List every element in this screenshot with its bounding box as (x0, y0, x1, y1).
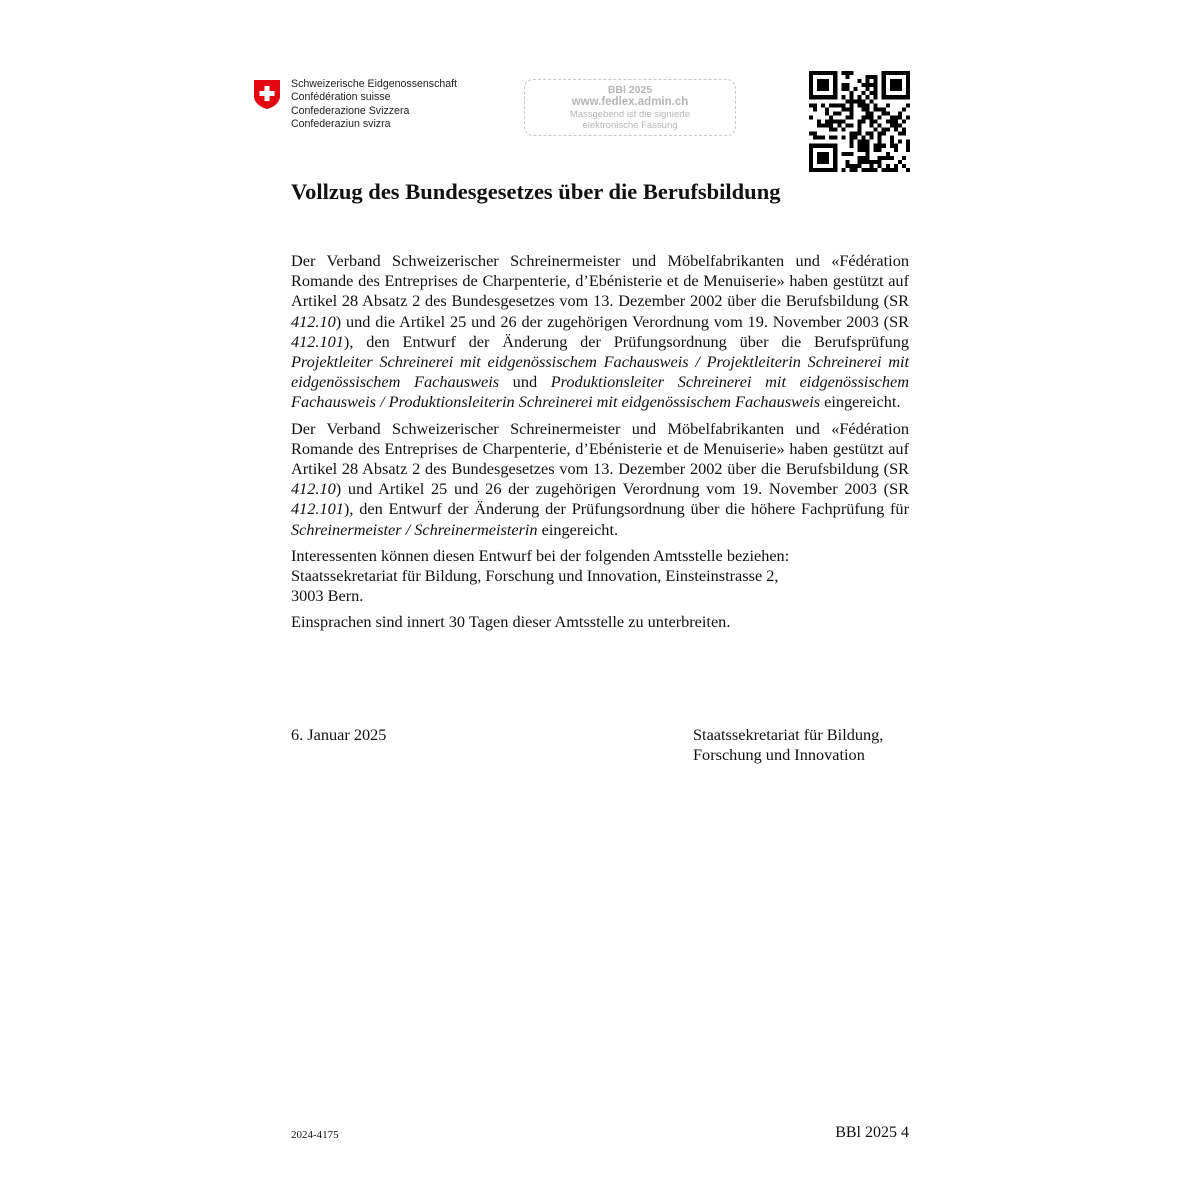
sr-reference: 412.10 (291, 479, 336, 499)
text-run: Der Verband Schweizerischer Schreinermeister und Möbelfabrikanten und «Fédération Romande des Entreprises de Charpenterie, d’Ebénisterie et de Menuiserie» haben gestützt auf Artikel 28 Absatz 2 des Bundesgesetzes vom 13. Dezember 2002 über die Berufsbildung (SR (291, 418, 909, 479)
authority-line-1: Staatssekretariat für Bildung, (693, 725, 884, 744)
publication-reference: BBl 2025 4 (835, 1124, 909, 1141)
text-run: eingereicht. (820, 392, 901, 412)
org-name-it: Confederazione Svizzera (291, 104, 410, 117)
text-run: Der Verband Schweizerischer Schreinermeister und Möbelfabrikanten und «Fédération Romande des Entreprises de Charpenterie, d’Ebénisterie et de Menuiserie» haben gestützt auf Artikel 28 Absatz 2 des Bundesgesetzes vom 13. Dezember 2002 über die Berufsbildung (SR (291, 251, 909, 311)
exam-title: Produktionsleiter Schreinerei mit eidgenössischem Fachausweis / Produktionsleiterin Schreinerei mit eidgenössischem Fachausweis (291, 372, 910, 412)
publication-stamp (524, 79, 736, 136)
address-city: 3003 Bern. (291, 586, 364, 606)
paragraph-4: Einsprachen sind innert 30 Tagen dieser Amtsstelle zu unterbreiten. (291, 612, 731, 632)
issuing-authority (693, 725, 883, 765)
stamp-url: www.fedlex.admin.ch (571, 96, 689, 108)
exam-title: Schreinermeister / Schreinermeisterin (291, 519, 538, 539)
document-body (291, 251, 909, 639)
org-name-rm: Confederaziun svizra (291, 117, 391, 130)
stamp-issue: BBl 2025 (607, 84, 653, 96)
stamp-note-1: Massgebend ist die signierte (569, 109, 691, 120)
sr-reference: 412.101 (291, 499, 344, 519)
stamp-note-2: elektronische Fassung (582, 120, 678, 131)
paragraph-2 (291, 419, 909, 540)
org-name-fr: Confédération suisse (291, 91, 391, 104)
authority-line-2: Forschung und Innovation (693, 745, 865, 765)
text-line: Interessenten können diesen Entwurf bei der folgenden Amtsstelle beziehen: (291, 545, 790, 565)
text-run: eingereicht. (537, 519, 619, 539)
org-name-de: Schweizerische Eidgenossenschaft (291, 78, 458, 90)
document-id: 2024-4175 (291, 1129, 339, 1141)
federal-administration-names (291, 78, 457, 131)
page-title: Vollzug des Bundesgesetzes über die Berufsbildung (291, 179, 781, 204)
text-run: ), den Entwurf der Änderung der Prüfungsordnung über die Berufsprüfung (343, 331, 909, 351)
sr-reference: 412.10 (291, 311, 336, 331)
paragraph-1 (291, 251, 909, 413)
text-run: ) und Artikel 25 und 26 der zugehörigen Verordnung vom 19. November 2003 (SR (335, 479, 909, 499)
exam-title: Projektleiter Schreinerei mit eidgenössischem Fachausweis / Projektleiterin Schreinerei mit eidgenössischem Fachausweis (291, 352, 909, 392)
text-run: ), den Entwurf der Änderung der Prüfungsordnung über die höhere Fachprüfung für (343, 499, 909, 519)
text-run: ) und die Artikel 25 und 26 der zugehörigen Verordnung vom 19. November 2003 (SR (335, 311, 909, 331)
qr-code-icon (809, 71, 910, 172)
document-date: 6. Januar 2025 (291, 725, 387, 744)
address-line: Staatssekretariat für Bildung, Forschung und Innovation, Einsteinstrasse 2, (291, 566, 779, 586)
paragraph-3 (291, 546, 909, 607)
text-run: und (499, 372, 551, 392)
sr-reference: 412.101 (291, 331, 344, 351)
swiss-cross-logo (252, 78, 282, 110)
